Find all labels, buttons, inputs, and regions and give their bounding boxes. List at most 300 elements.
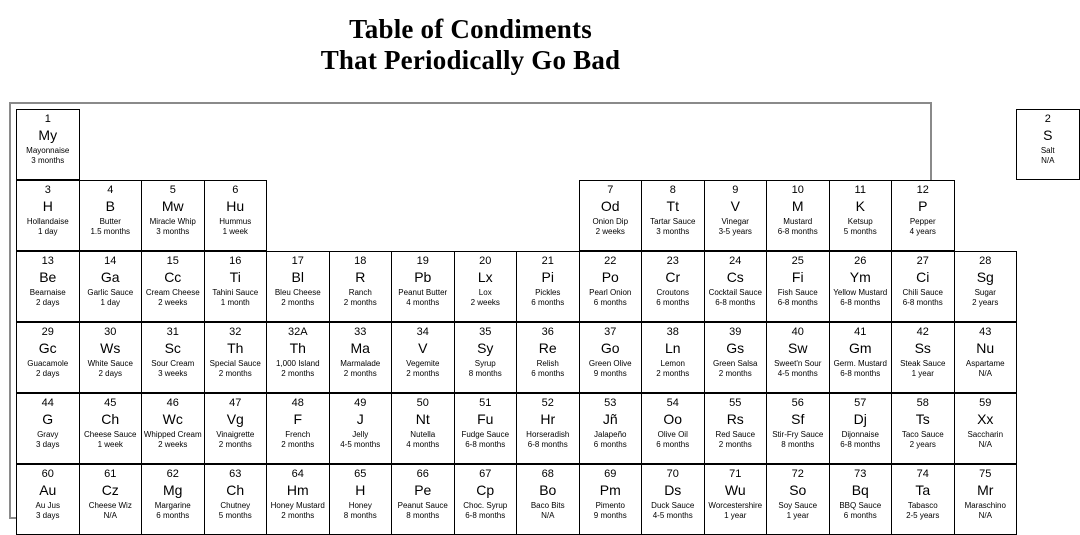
condiment-cell[interactable] [891,180,955,251]
empty-cell [329,180,393,251]
condiment-number: 60 [41,468,54,480]
condiment-name: Green Olive [588,359,632,368]
condiment-shelf-life: 2 months [218,369,252,378]
condiment-cell[interactable] [891,464,955,535]
condiment-cell[interactable] [829,393,893,464]
condiment-cell[interactable] [79,464,143,535]
condiment-name: Peanut Butter [398,288,448,297]
condiment-cell[interactable] [641,393,705,464]
condiment-shelf-life: 6-8 months [465,511,506,520]
condiment-number: 5 [169,184,176,196]
empty-cell [516,180,580,251]
condiment-number: 72 [791,468,804,480]
condiment-symbol: Ch [226,482,245,498]
condiment-name: Lemon [660,359,685,368]
condiment-cell[interactable] [954,251,1018,322]
condiment-number: 32A [287,326,308,338]
condiment-name: Honey Mustard [270,501,325,510]
condiment-cell[interactable] [79,393,143,464]
condiment-cell[interactable] [516,251,580,322]
condiment-symbol: Oo [663,411,683,427]
condiment-shelf-life: 6-8 months [777,298,818,307]
condiment-shelf-life: 1 day [100,298,121,307]
condiment-symbol: Gc [38,340,57,356]
condiment-name: Cream Cheese [145,288,200,297]
condiment-cell[interactable] [391,251,455,322]
condiment-number: 37 [604,326,617,338]
condiment-shelf-life: 8 months [781,440,815,449]
condiment-symbol: Ti [229,269,241,285]
empty-cell [454,109,518,180]
condiment-name: Sweet'n Sour [774,359,822,368]
condiment-cell[interactable] [329,322,393,393]
condiment-number: 11 [854,184,866,196]
condiment-symbol: Wc [162,411,183,427]
condiment-name: Jelly [352,430,369,439]
condiment-symbol: B [105,198,115,214]
condiment-symbol: Go [600,340,620,356]
condiment-shelf-life: 8 months [468,369,502,378]
condiment-number: 12 [916,184,929,196]
condiment-symbol: My [38,127,58,143]
condiment-symbol: Sy [477,340,494,356]
condiment-cell[interactable] [516,464,580,535]
condiment-number: 58 [916,397,929,409]
condiment-shelf-life: 6 months [593,298,627,307]
condiment-cell[interactable] [1016,109,1080,180]
condiment-number: 51 [479,397,492,409]
condiment-number: 45 [104,397,117,409]
condiment-number: 52 [541,397,554,409]
condiment-shelf-life: 6 months [593,440,627,449]
condiment-number: 55 [729,397,742,409]
condiment-name: White Sauce [87,359,133,368]
condiment-cell[interactable] [329,251,393,322]
condiment-cell[interactable] [829,251,893,322]
condiment-symbol: Ds [664,482,682,498]
condiment-shelf-life: 3 months [156,227,190,236]
condiment-cell[interactable] [516,322,580,393]
condiment-shelf-life: 2 days [35,369,60,378]
condiment-symbol: Wu [724,482,746,498]
condiment-symbol: Ts [915,411,930,427]
condiment-name: Chili Sauce [902,288,943,297]
condiment-cell[interactable] [204,393,268,464]
condiment-symbol: Ch [101,411,120,427]
condiment-name: Vinaigrette [216,430,255,439]
condiment-number: 20 [479,255,492,267]
condiment-name: 1,000 Island [275,359,320,368]
empty-cell [141,109,205,180]
condiment-number: 75 [979,468,992,480]
condiment-cell[interactable] [891,251,955,322]
condiment-cell[interactable] [891,322,955,393]
condiment-symbol: So [789,482,807,498]
condiment-number: 36 [541,326,554,338]
condiment-cell[interactable] [704,393,768,464]
condiment-cell[interactable] [141,464,205,535]
condiment-name: Cocktail Sauce [708,288,762,297]
empty-cell [204,109,268,180]
condiment-cell[interactable] [391,393,455,464]
condiment-symbol: M [791,198,804,214]
empty-cell [766,109,830,180]
condiment-shelf-life: 2 months [718,440,752,449]
condiment-cell[interactable] [766,464,830,535]
condiment-number: 69 [604,468,617,480]
empty-cell [454,180,518,251]
condiment-cell[interactable] [954,464,1018,535]
table-row [16,180,1079,251]
condiment-cell[interactable] [391,322,455,393]
condiment-symbol: Ga [100,269,120,285]
condiment-symbol: Fi [791,269,804,285]
condiment-shelf-life: N/A [978,511,992,520]
condiment-number: 44 [41,397,54,409]
condiment-number: 8 [669,184,676,196]
condiment-number: 56 [791,397,804,409]
condiment-shelf-life: 1 year [786,511,809,520]
condiment-shelf-life: 9 months [593,511,627,520]
condiment-number: 28 [979,255,992,267]
condiment-symbol: Hr [540,411,556,427]
condiment-cell[interactable] [79,251,143,322]
condiment-name: BBQ Sauce [839,501,882,510]
condiment-shelf-life: 2 months [343,369,377,378]
condiment-cell[interactable] [891,393,955,464]
condiment-shelf-life: 2 months [343,298,377,307]
condiment-number: 71 [729,468,742,480]
condiment-cell[interactable] [579,322,643,393]
condiment-shelf-life: 3-5 years [718,227,752,236]
condiment-symbol: Ss [914,340,931,356]
condiment-number: 4 [107,184,114,196]
condiment-cell[interactable] [329,393,393,464]
condiment-shelf-life: 2 months [281,440,315,449]
condiment-name: Marmalade [340,359,381,368]
condiment-number: 2 [1044,113,1051,125]
condiment-cell[interactable] [579,393,643,464]
condiment-number: 15 [166,255,179,267]
condiment-shelf-life: 6-8 months [840,440,881,449]
condiment-shelf-life: N/A [978,440,992,449]
condiment-symbol: P [918,198,928,214]
condiment-name: Steak Sauce [900,359,946,368]
condiment-name: French [285,430,311,439]
condiment-cell[interactable] [266,322,330,393]
condiment-name: Mustard [783,217,813,226]
condiment-cell[interactable] [391,464,455,535]
condiment-symbol: Be [39,269,57,285]
condiment-name: Au Jus [35,501,60,510]
condiment-cell[interactable] [454,393,518,464]
condiment-cell[interactable] [141,180,205,251]
condiment-cell[interactable] [579,464,643,535]
condiment-name: Miracle Whip [149,217,196,226]
condiment-symbol: Ma [350,340,370,356]
condiment-shelf-life: 4 months [406,298,440,307]
condiment-cell[interactable] [79,322,143,393]
condiment-cell[interactable] [766,322,830,393]
condiment-shelf-life: 2 days [98,369,123,378]
condiment-number: 25 [791,255,804,267]
condiment-shelf-life: 2 months [281,298,315,307]
condiment-symbol: Hu [226,198,245,214]
condiment-cell[interactable] [641,251,705,322]
condiment-cell[interactable] [266,464,330,535]
condiment-symbol: F [293,411,303,427]
condiment-symbol: G [42,411,54,427]
table-row [16,393,1079,464]
condiment-symbol: Ta [915,482,931,498]
condiment-shelf-life: 6-8 months [840,369,881,378]
condiment-number: 27 [916,255,929,267]
condiment-symbol: Sf [791,411,805,427]
condiment-symbol: Re [538,340,557,356]
condiment-cell[interactable] [16,464,80,535]
condiment-name: Syrup [474,359,496,368]
condiment-number: 49 [354,397,367,409]
condiment-symbol: Cz [101,482,119,498]
condiment-name: Hummus [219,217,252,226]
condiment-number: 57 [854,397,867,409]
condiment-cell[interactable] [266,393,330,464]
condiment-cell[interactable] [204,251,268,322]
condiment-name: Cheese Sauce [84,430,137,439]
condiment-cell[interactable] [79,180,143,251]
condiment-cell[interactable] [16,322,80,393]
condiment-name: Lox [478,288,492,297]
condiment-cell[interactable] [704,464,768,535]
condiment-number: 17 [291,255,304,267]
condiment-cell[interactable] [141,393,205,464]
condiment-cell[interactable] [16,251,80,322]
condiment-symbol: Pe [414,482,432,498]
periodic-table-frame [9,102,1055,520]
condiment-symbol: Mr [977,482,994,498]
condiment-shelf-life: 6-8 months [465,440,506,449]
condiment-cell[interactable] [204,180,268,251]
condiment-number: 24 [729,255,742,267]
condiment-number: 1 [44,113,51,125]
condiment-number: 35 [479,326,492,338]
condiment-cell[interactable] [641,322,705,393]
condiment-cell[interactable] [266,251,330,322]
condiment-shelf-life: 2 months [718,369,752,378]
condiment-cell[interactable] [141,322,205,393]
condiment-shelf-life: 6 months [531,369,565,378]
condiment-name: Guacamole [27,359,69,368]
condiment-name: Green Salsa [713,359,758,368]
table-row [16,464,1079,535]
condiment-cell[interactable] [454,251,518,322]
condiment-number: 14 [104,255,117,267]
condiment-name: Sour Cream [151,359,195,368]
condiment-shelf-life: 6 months [656,440,690,449]
condiment-cell[interactable] [829,464,893,535]
condiment-name: Taco Sauce [901,430,944,439]
condiment-number: 54 [666,397,679,409]
condiment-cell[interactable] [329,464,393,535]
empty-cell [266,109,330,180]
condiment-number: 31 [166,326,179,338]
condiment-cell[interactable] [641,464,705,535]
condiment-cell[interactable] [704,322,768,393]
condiment-symbol: Ws [100,340,121,356]
condiment-symbol: R [355,269,366,285]
condiment-number: 66 [416,468,429,480]
condiment-symbol: Nu [976,340,995,356]
condiment-shelf-life: 8 months [406,511,440,520]
condiment-cell[interactable] [704,180,768,251]
empty-cell [704,109,768,180]
condiment-symbol: Sw [788,340,808,356]
condiment-name: Bleu Cheese [274,288,321,297]
condiment-symbol: H [355,482,366,498]
condiment-cell[interactable] [579,180,643,251]
condiment-cell[interactable] [16,109,80,180]
condiment-symbol: Po [601,269,619,285]
condiment-number: 73 [854,468,867,480]
condiment-shelf-life: 9 months [593,369,627,378]
condiment-number: 38 [666,326,679,338]
condiment-symbol: Nt [415,411,430,427]
condiment-cell[interactable] [829,180,893,251]
condiment-name: Choc. Syrup [463,501,508,510]
condiment-name: Stir-Fry Sauce [772,430,824,439]
condiment-shelf-life: 1 day [37,227,58,236]
condiment-cell[interactable] [954,393,1018,464]
condiment-shelf-life: 2 months [281,369,315,378]
condiment-name: Salt [1040,146,1055,155]
condiment-shelf-life: 1 year [724,511,747,520]
condiment-name: Sugar [974,288,996,297]
condiment-cell[interactable] [641,180,705,251]
condiment-cell[interactable] [579,251,643,322]
condiment-cell[interactable] [16,393,80,464]
condiment-shelf-life: 4-5 months [652,511,693,520]
condiment-name: Pepper [909,217,936,226]
condiment-cell[interactable] [454,464,518,535]
condiment-symbol: Ym [849,269,871,285]
condiment-name: Butter [99,217,121,226]
condiment-number: 42 [916,326,929,338]
condiment-symbol: H [42,198,53,214]
condiment-name: Baco Bits [530,501,565,510]
condiment-shelf-life: 6-8 months [527,440,568,449]
condiment-number: 30 [104,326,117,338]
condiment-cell[interactable] [954,322,1018,393]
condiment-name: Pickles [535,288,561,297]
condiment-number: 9 [732,184,739,196]
condiment-number: 40 [791,326,804,338]
condiment-number: 22 [604,255,617,267]
condiment-cell[interactable] [766,393,830,464]
condiment-shelf-life: 6 months [531,298,565,307]
condiment-name: Worcestershire [708,501,763,510]
condiment-cell[interactable] [141,251,205,322]
condiment-symbol: Th [227,340,244,356]
table-row [16,322,1079,393]
empty-cell [391,109,455,180]
condiment-symbol: Fu [477,411,494,427]
condiment-name: Jalapeño [594,430,627,439]
condiment-name: Garlic Sauce [87,288,134,297]
condiment-shelf-life: 2 years [972,298,999,307]
table-row [16,109,1079,180]
title-line-2: That Periodically Go Bad [320,45,621,75]
page-title [0,0,941,76]
condiment-cell[interactable] [204,322,268,393]
empty-cell [516,109,580,180]
condiment-symbol: Od [600,198,620,214]
condiment-name: Red Sauce [715,430,756,439]
condiment-cell[interactable] [829,322,893,393]
condiment-cell[interactable] [454,322,518,393]
condiment-name: Onion Dip [592,217,629,226]
condiment-name: Tartar Sauce [650,217,696,226]
condiment-symbol: Hm [286,482,309,498]
condiment-cell[interactable] [204,464,268,535]
condiment-shelf-life: 3 days [35,511,60,520]
condiment-symbol: Dj [853,411,867,427]
condiment-shelf-life: N/A [541,511,555,520]
condiment-cell[interactable] [766,251,830,322]
condiment-shelf-life: 6 months [156,511,190,520]
condiment-number: 13 [41,255,54,267]
condiment-name: Dijonnaise [841,430,879,439]
condiment-name: Aspartame [965,359,1005,368]
condiment-symbol: Pb [414,269,432,285]
condiment-number: 59 [979,397,992,409]
condiment-symbol: Cc [164,269,182,285]
condiment-number: 32 [229,326,242,338]
condiment-shelf-life: 5 months [218,511,252,520]
condiment-name: Peanut Sauce [397,501,448,510]
condiment-symbol: V [730,198,740,214]
condiment-shelf-life: 1 year [911,369,934,378]
condiment-symbol: Xx [977,411,994,427]
condiment-symbol: Th [289,340,306,356]
condiment-name: Vinegar [721,217,749,226]
condiment-shelf-life: 4-5 months [777,369,818,378]
condiment-number: 3 [44,184,51,196]
condiment-shelf-life: 6-8 months [777,227,818,236]
condiment-name: Ranch [348,288,372,297]
condiment-symbol: Sg [976,269,994,285]
condiment-symbol: Gm [848,340,872,356]
condiment-number: 70 [666,468,679,480]
condiment-name: Vegemite [406,359,440,368]
condiment-cell[interactable] [766,180,830,251]
condiment-shelf-life: 3 days [35,440,60,449]
condiment-shelf-life: 3 months [31,156,65,165]
condiment-cell[interactable] [704,251,768,322]
condiment-name: Chutney [220,501,251,510]
condiment-shelf-life: 2 months [281,511,315,520]
condiment-symbol: Mw [161,198,184,214]
condiment-cell[interactable] [516,393,580,464]
condiment-shelf-life: 2-5 years [906,511,940,520]
condiment-shelf-life: 2 months [406,369,440,378]
condiment-number: 74 [916,468,929,480]
condiment-name: Bearnaise [29,288,66,297]
condiment-name: Saccharin [967,430,1004,439]
condiment-symbol: Cr [665,269,681,285]
periodic-table-grid [11,104,1055,520]
condiment-cell[interactable] [16,180,80,251]
condiment-number: 53 [604,397,617,409]
